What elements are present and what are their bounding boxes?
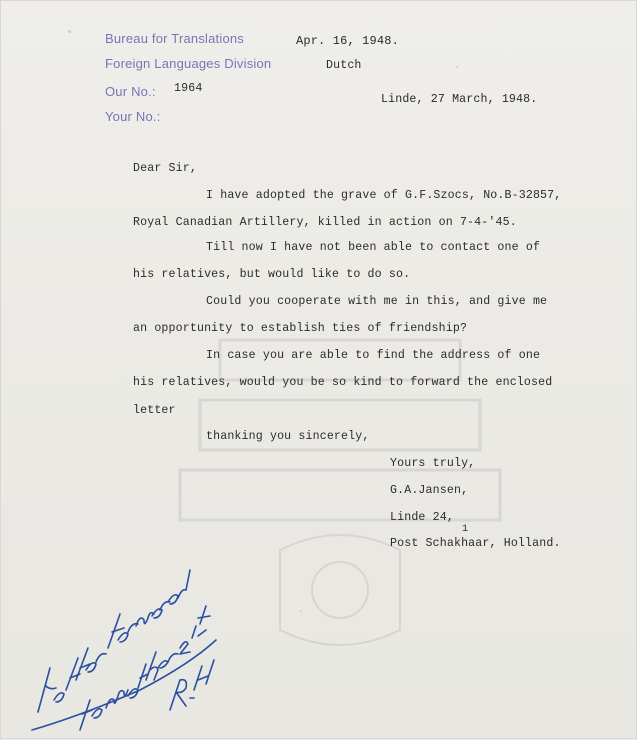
place-date: Linde, 27 March, 1948. — [381, 93, 538, 106]
stamp-our-no: Our No.: — [105, 84, 156, 99]
stamp-your-no: Your No.: — [105, 109, 161, 124]
body-line: his relatives, but would like to do so. — [133, 268, 411, 281]
paper-speck — [68, 30, 71, 33]
salutation: Dear Sir, — [133, 162, 197, 175]
date-received: Apr. 16, 1948. — [296, 34, 399, 48]
paper-speck — [456, 66, 458, 68]
body-line: Royal Canadian Artillery, killed in action on 7-4-'45. — [133, 216, 517, 229]
stamp-bureau: Bureau for Translations — [105, 31, 245, 46]
body-line: his relatives, would you be so kind to forward the enclosed — [133, 376, 553, 389]
stamp-division: Foreign Languages Division — [105, 56, 272, 71]
body-line: an opportunity to establish ties of friendship? — [133, 322, 468, 335]
body-line: I have adopted the grave of G.F.Szocs, No.B-32857, — [206, 189, 562, 202]
signoff: Yours truly, — [390, 457, 476, 470]
address-note-mark: 1 — [462, 524, 469, 535]
sender-address-line1: Linde 24, — [390, 511, 454, 524]
closing-line: thanking you sincerely, — [206, 430, 370, 443]
handwritten-forwarding-note — [20, 540, 220, 740]
our-no-value: 1964 — [174, 82, 203, 95]
body-line: letter — [133, 404, 176, 417]
body-line: Could you cooperate with me in this, and give me — [206, 295, 548, 308]
sender-name: G.A.Jansen, — [390, 484, 469, 497]
language-label: Dutch — [326, 59, 362, 72]
body-line: In case you are able to find the address of one — [206, 349, 541, 362]
body-line: Till now I have not been able to contact one of — [206, 241, 541, 254]
sender-address-line2: Post Schakhaar, Holland. — [390, 537, 561, 550]
